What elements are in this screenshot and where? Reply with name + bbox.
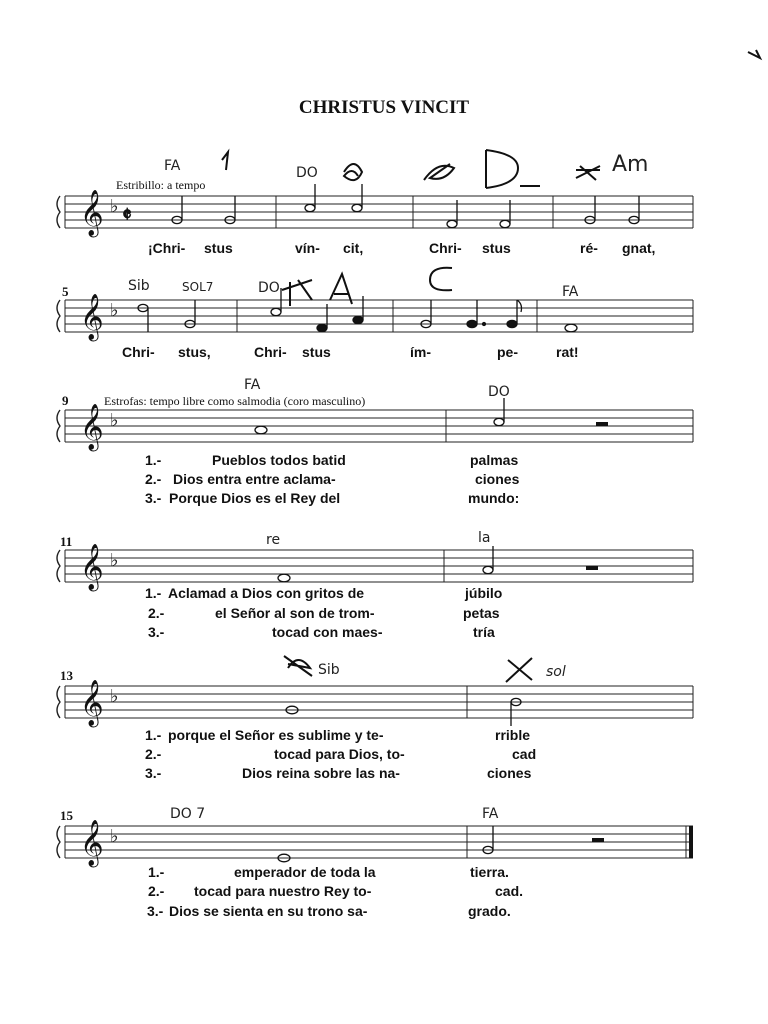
- chord-annotation: FA: [562, 284, 579, 300]
- lyric-syllable: pe-: [497, 344, 518, 360]
- clefs: [80, 190, 132, 868]
- lyric-syllable: rat!: [556, 344, 579, 360]
- system-number: 11: [60, 534, 73, 549]
- brace-marks: [57, 196, 60, 858]
- system-number: 15: [60, 808, 73, 823]
- verse-number: 1.-: [145, 727, 162, 743]
- verse-number: 2.-: [148, 605, 165, 621]
- verse-number: 3.-: [148, 624, 165, 640]
- verse-ending: ciones: [487, 765, 532, 781]
- verse-text: el Señor al son de trom-: [215, 605, 375, 621]
- verse-number: 1.-: [145, 452, 162, 468]
- rests: [586, 422, 608, 842]
- chord-annotation: SOL7: [182, 280, 214, 294]
- chord-annotation: DO: [258, 280, 280, 296]
- final-barline: [689, 826, 693, 858]
- svg-text:♭: ♭: [110, 300, 119, 321]
- verse-ending: ciones: [475, 471, 520, 487]
- lyric-syllable: stus: [204, 240, 233, 256]
- chord-annotation: DO: [296, 165, 318, 181]
- verse-text: tocad con maes-: [272, 624, 383, 640]
- verse-ending: palmas: [470, 452, 519, 468]
- svg-text:𝄞: 𝄞: [80, 820, 104, 866]
- chord-annotation: Sib: [318, 662, 340, 678]
- verse-text: Pueblos todos batid: [212, 452, 346, 468]
- chord-annotation: re: [266, 532, 281, 548]
- song-title: CHRISTUS VINCIT: [298, 97, 470, 118]
- verse-ending: cad: [512, 746, 537, 762]
- verse-text: Porque Dios es el Rey del: [169, 490, 341, 506]
- lyric-syllable: gnat,: [622, 240, 656, 256]
- lyric-syllable: Chri-: [429, 240, 462, 256]
- svg-text:𝄞: 𝄞: [80, 294, 104, 340]
- lyric-syllable: ¡Chri-: [148, 240, 186, 256]
- svg-text:♭: ♭: [110, 196, 119, 217]
- lyric-syllable: vín-: [295, 240, 320, 256]
- chord-annotation: Am: [612, 152, 649, 177]
- system-number: 9: [62, 393, 69, 408]
- verse-ending: júbilo: [465, 585, 503, 601]
- system-number: 5: [62, 284, 69, 299]
- verse-ending: cad.: [495, 883, 524, 899]
- lyric-syllable: ím-: [410, 344, 431, 360]
- verse-ending: tría: [473, 624, 495, 640]
- verse-text: tocad para Dios, to-: [274, 746, 405, 762]
- verse-ending: rrible: [495, 727, 531, 743]
- verse-number: 1.-: [145, 585, 162, 601]
- verse-number: 1.-: [148, 864, 165, 880]
- verse-text: tocad para nuestro Rey to-: [194, 883, 372, 899]
- lyric-syllable: Chri-: [254, 344, 287, 360]
- svg-text:𝄞: 𝄞: [80, 544, 104, 590]
- verse-ending: petas: [463, 605, 500, 621]
- chord-annotation: la: [478, 530, 491, 546]
- filled-notes: [317, 296, 522, 332]
- chord-annotation: sol: [546, 664, 566, 680]
- verse-number: 3.-: [145, 490, 162, 506]
- lyric-syllable: stus,: [178, 344, 211, 360]
- refrain-marking: Estribillo: a tempo: [116, 178, 206, 192]
- svg-text:𝄞: 𝄞: [80, 404, 104, 450]
- verse-number: 2.-: [145, 471, 162, 487]
- verse-text: Aclamad a Dios con gritos de: [168, 585, 365, 601]
- verse-text: Dios entra entre aclama-: [173, 471, 336, 487]
- lyric-syllable: stus: [302, 344, 331, 360]
- svg-text:𝄵: 𝄵: [122, 202, 132, 228]
- svg-text:𝄞: 𝄞: [80, 680, 104, 726]
- verse-number: 2.-: [148, 883, 165, 899]
- chord-annotation: FA: [482, 806, 499, 822]
- verse-text: emperador de toda la: [234, 864, 376, 880]
- lyric-syllable: ré-: [580, 240, 598, 256]
- chord-annotation: DO 7: [170, 806, 206, 822]
- svg-text:𝄞: 𝄞: [80, 190, 104, 236]
- verse-ending: mundo:: [468, 490, 520, 506]
- chord-annotation: FA: [164, 158, 181, 174]
- lyric-syllable: stus: [482, 240, 511, 256]
- verse-ending: grado.: [468, 903, 511, 919]
- lyric-syllable: Chri-: [122, 344, 155, 360]
- verse-text: porque el Señor es sublime y te-: [168, 727, 384, 743]
- chord-annotation: Sib: [128, 278, 150, 294]
- verses-marking: Estrofas: tempo libre como salmodia (coro masculino): [104, 394, 366, 408]
- svg-text:♭: ♭: [110, 410, 119, 431]
- lyric-syllable: cit,: [343, 240, 364, 256]
- verse-text: Dios se sienta en su trono sa-: [169, 903, 368, 919]
- svg-text:♭: ♭: [110, 550, 119, 571]
- svg-text:♭: ♭: [110, 686, 119, 707]
- verse-text: Dios reina sobre las na-: [242, 765, 400, 781]
- verse-number: 2.-: [145, 746, 162, 762]
- chord-annotation: DO: [488, 384, 510, 400]
- verse-number: 3.-: [147, 903, 164, 919]
- verse-ending: tierra.: [470, 864, 509, 880]
- svg-text:♭: ♭: [110, 826, 119, 847]
- verse-number: 3.-: [145, 765, 162, 781]
- system-number: 13: [60, 668, 73, 683]
- chord-annotation: FA: [244, 377, 261, 393]
